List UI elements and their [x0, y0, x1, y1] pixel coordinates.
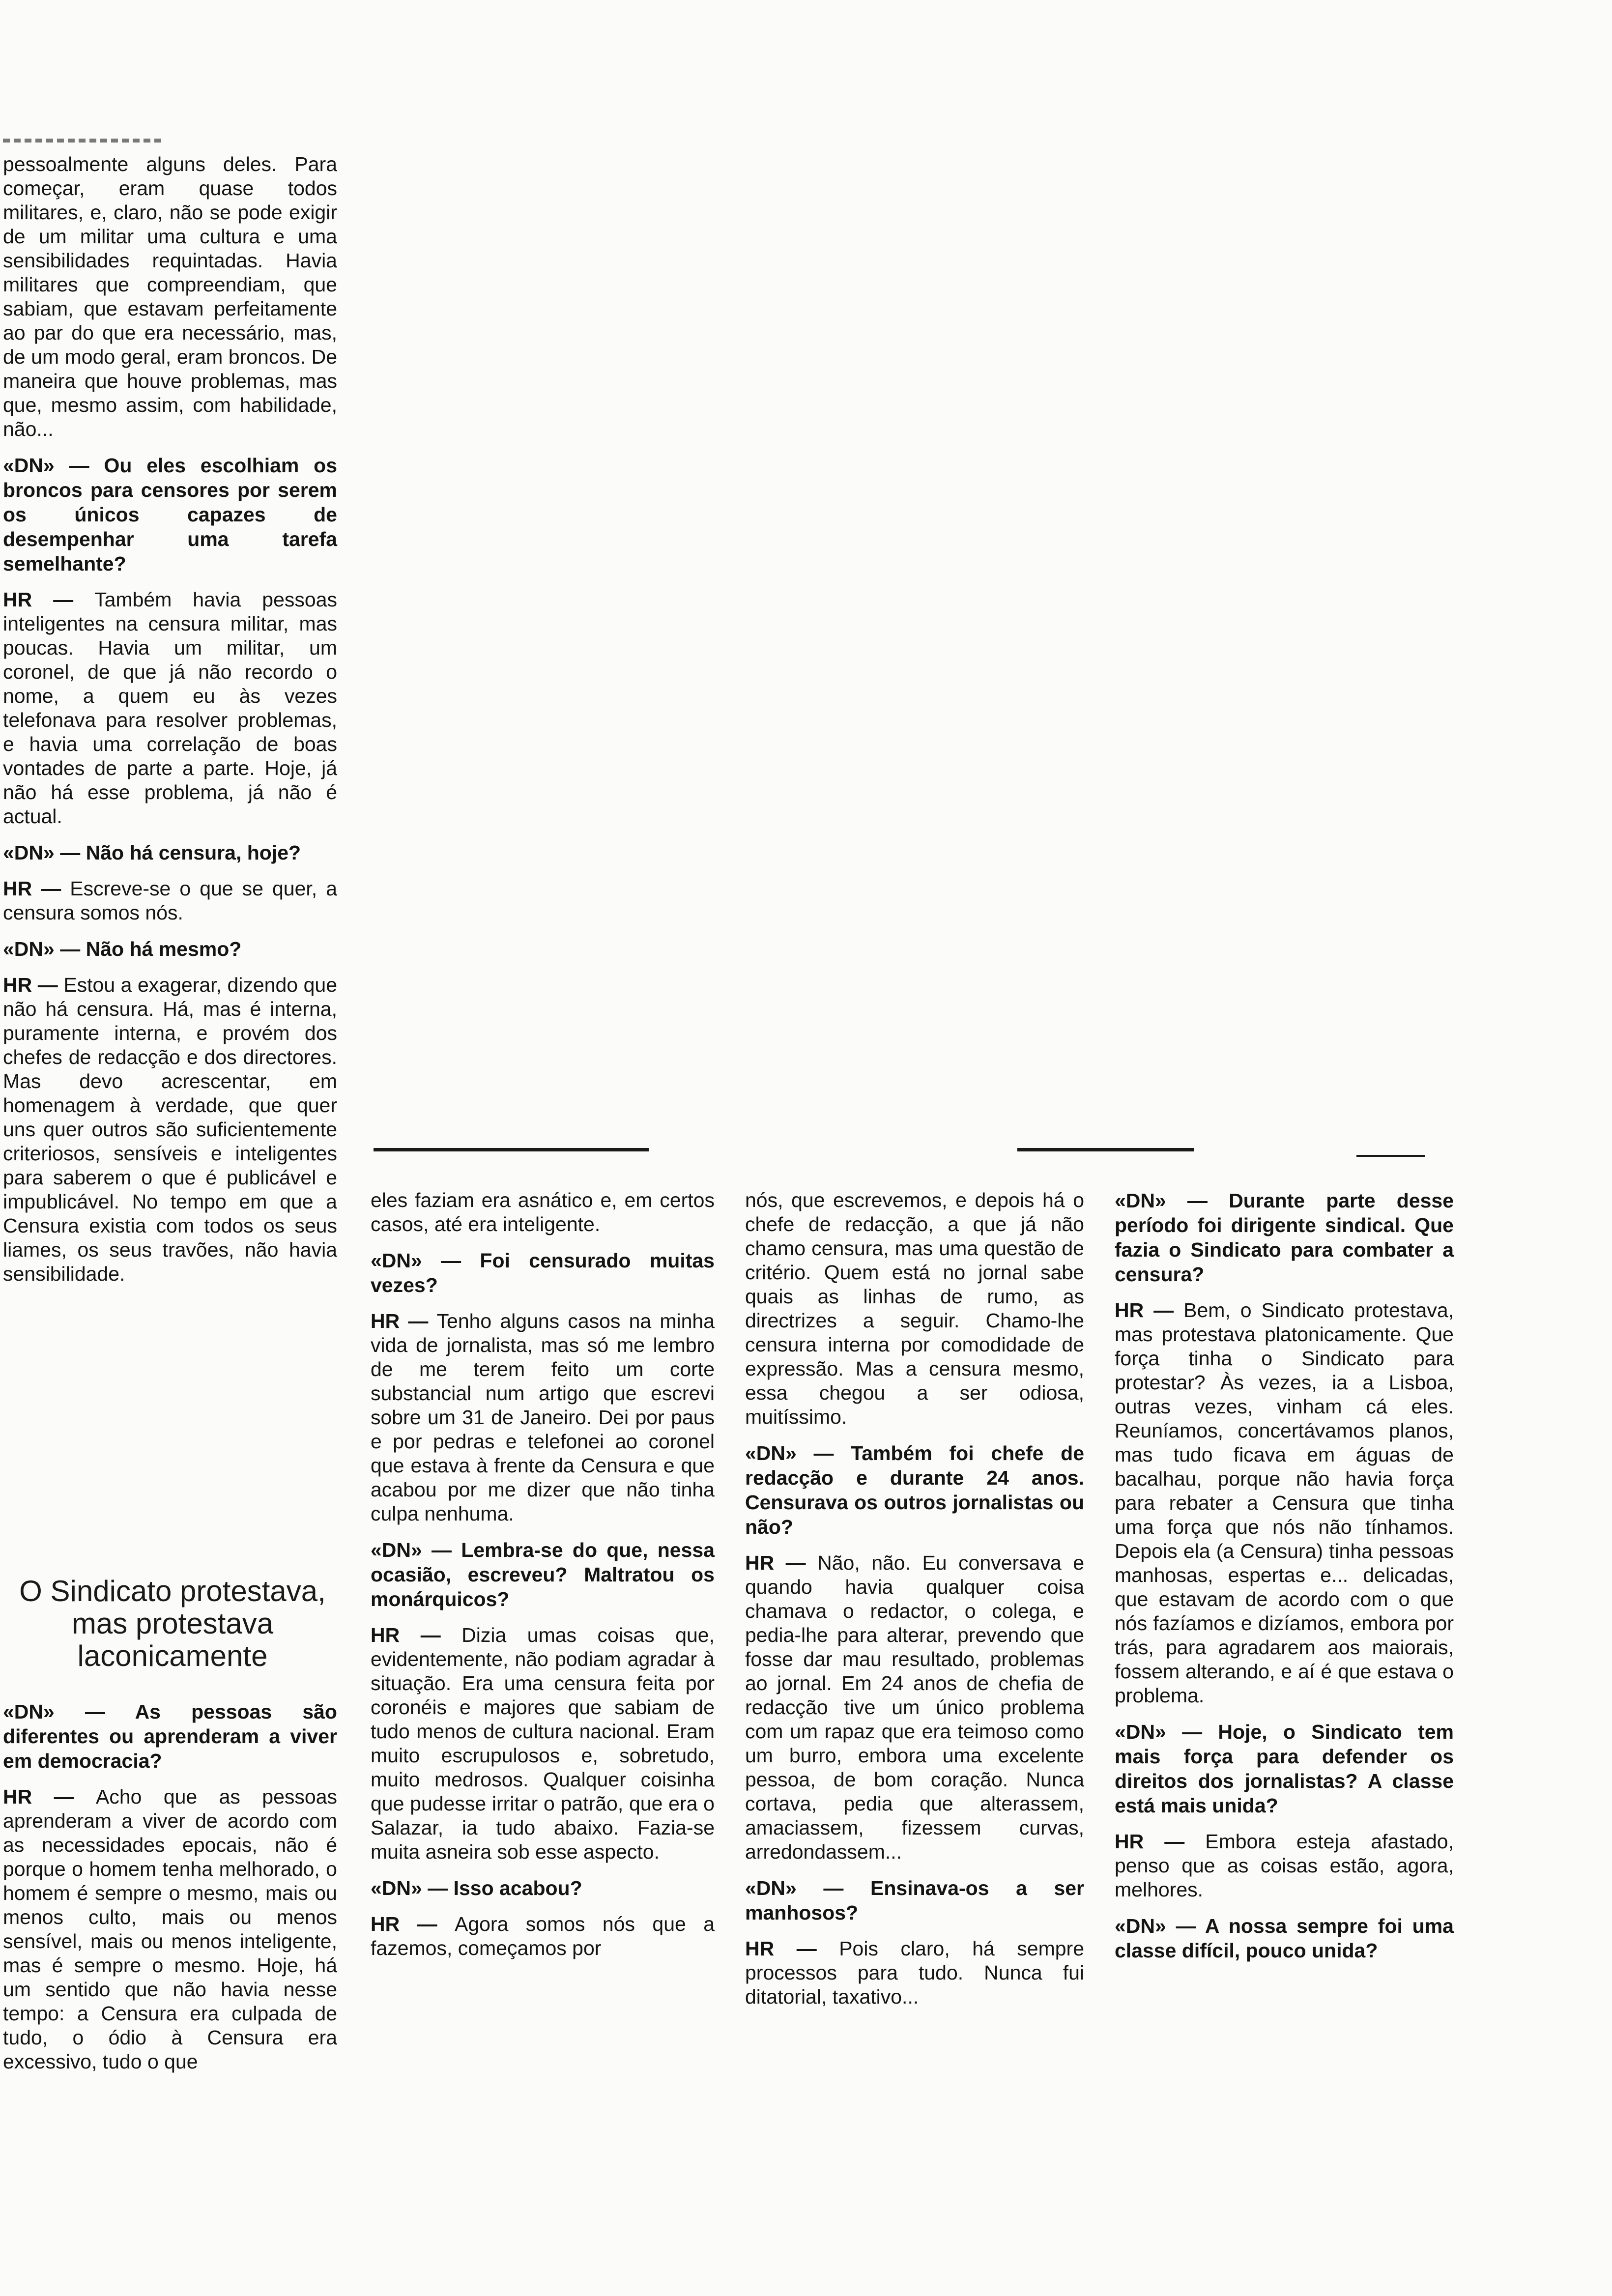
interview-question	[1115, 1914, 1454, 1963]
paragraph-text: pessoalmente alguns deles. Para começar, eram quase todos militares, e, claro, não se pode exigir de um militar uma cultura e uma sensibilidades requintadas. Havia militares que compreendiam, que sabiam, que estavam perfeitamente ao par do que era necessário, mas, de um modo geral, eram broncos. De maneira que houve problemas, mas que, mesmo assim, com habilidade, não...	[3, 153, 337, 440]
speaker-tag: «DN» —	[371, 1539, 461, 1561]
speaker-tag: «DN» —	[371, 1249, 480, 1272]
speaker-tag: HR —	[745, 1551, 818, 1574]
column-rule	[1356, 1155, 1425, 1157]
speaker-tag: HR —	[745, 1937, 839, 1960]
paragraph-text: Isso acabou?	[453, 1877, 582, 1899]
speaker-tag: HR —	[3, 588, 95, 611]
interview-answer	[371, 1623, 715, 1864]
speaker-tag: HR —	[3, 974, 64, 996]
speaker-tag: HR —	[1115, 1299, 1184, 1321]
interview-answer	[3, 152, 337, 441]
column-4	[1115, 1188, 1454, 1975]
interview-question	[1115, 1720, 1454, 1818]
paragraph-text: Não, não. Eu conversava e quando havia qualquer coisa chamava o redactor, o colega, e pedia-lhe para alterar, prevendo que fosse dar mau resultado, problemas ao jornal. Em 24 anos de chefia de redacção tive um único problema com um rapaz que era teimoso como um burro, embora uma excelente pessoa, de bom coração. Nunca cortava, pedia que alterassem, amaciassem, fizessem curvas, arredondassem...	[745, 1551, 1084, 1863]
paragraph-text: eles faziam era asnático e, em certos casos, até era inteligente.	[371, 1189, 715, 1235]
interview-answer	[3, 973, 337, 1286]
paragraph-text: nós, que escrevemos, e depois há o chefe de redacção, a que já não chamo censura, mas uma questão de critério. Quem está no jornal sabe quais as linhas de rumo, as directrizes a seguir. Chamo-lhe censura interna por comodidade de expressão. Mas a censura mesmo, essa chegou a ser odiosa, muitíssimo.	[745, 1189, 1084, 1428]
speaker-tag: HR —	[1115, 1830, 1206, 1853]
interview-answer	[3, 1785, 337, 2074]
interview-answer	[371, 1912, 715, 1960]
speaker-tag: «DN» —	[745, 1442, 851, 1464]
speaker-tag: HR —	[371, 1310, 437, 1332]
interview-question	[745, 1441, 1084, 1539]
paragraph-text: Ou eles escolhiam os broncos para censores por serem os únicos capazes de desempenhar uma tarefa semelhante?	[3, 454, 337, 575]
interview-question	[371, 1876, 715, 1900]
paragraph-text: Não há mesmo?	[86, 938, 242, 960]
speaker-tag: «DN» —	[745, 1877, 870, 1899]
column-1	[3, 152, 337, 1298]
speaker-tag: «DN» —	[3, 841, 86, 864]
paragraph-text: Não há censura, hoje?	[86, 841, 301, 864]
speaker-tag: HR —	[3, 877, 70, 900]
paragraph-text: Tenho alguns casos na minha vida de jornalista, mas só me lembro de me terem feito um corte substancial num artigo que escrevi sobre um 31 de Janeiro. Dei por paus e por pedras e telefonei ao coronel que estava à frente da Censura e que acabou por me dizer que não tinha culpa nenhuma.	[371, 1310, 715, 1525]
paragraph-text: Agora somos nós que a fazemos, começamos por	[371, 1913, 715, 1959]
paragraph-text: Foi censurado muitas vezes?	[371, 1249, 715, 1296]
paragraph-text: Embora esteja afastado, penso que as coisas estão, agora, melhores.	[1115, 1830, 1454, 1901]
paragraph-text: A nossa sempre foi uma classe difícil, pouco unida?	[1115, 1915, 1454, 1962]
paragraph-text: Hoje, o Sindicato tem mais força para defender os direitos dos jornalistas? A classe está mais unida?	[1115, 1721, 1454, 1817]
paragraph-text: Acho que as pessoas aprenderam a viver de acordo com as necessidades epocais, não é porque o homem tenha melhorado, o homem é sempre o mesmo, mais ou menos culto, mais ou menos sensível, mais ou menos inteligente, mas é sempre o mesmo. Hoje, há um sentido que não havia nesse tempo: a Censura era culpada de tudo, o ódio à Censura era excessivo, tudo o que	[3, 1785, 337, 2073]
interview-question	[371, 1248, 715, 1297]
paragraph-text: Ensinava-os a ser manhosos?	[745, 1877, 1085, 1924]
interview-question	[3, 453, 337, 576]
interview-answer	[1115, 1298, 1454, 1708]
interview-answer	[371, 1309, 715, 1526]
speaker-tag: «DN» —	[1115, 1189, 1229, 1212]
paragraph-text: Lembra-se do que, nessa ocasião, escreveu? Maltratou os monárquicos?	[371, 1539, 715, 1610]
column-2	[371, 1188, 715, 1972]
interview-answer	[1115, 1830, 1454, 1902]
torn-top-line	[3, 139, 165, 143]
speaker-tag: «DN» —	[371, 1877, 454, 1899]
paragraph-text: Dizia umas coisas que, evidentemente, não podiam agradar à situação. Era uma censura feita por coronéis e majores que sabiam de tudo menos de cultura nacional. Eram muito escrupulosos e, sobretudo, muito medrosos. Qualquer coisinha que pudesse irritar o patrão, que era o Salazar, ia tudo abaixo. Fazia-se muita asneira sob esse aspecto.	[371, 1624, 715, 1863]
interview-answer	[745, 1551, 1084, 1864]
interview-question	[1115, 1188, 1454, 1287]
interview-answer	[3, 877, 337, 925]
paragraph-text: Bem, o Sindicato protestava, mas protestava platonicamente. Que força tinha o Sindicato para protestar? Às vezes, ia a Lisboa, outras vezes, vinham cá eles. Reuníamos, concertávamos planos, mas tudo ficava em águas de bacalhau, porque não havia força para rebater a Censura que tinha uma força que nós não tínhamos. Depois ela (a Censura) tinha pessoas manhosas, espertas e... delicadas, que estavam de acordo com o que nós fazíamos e dizíamos, embora por trás, para agradarem aos maiorais, fossem alterando, e aí é que estava o problema.	[1115, 1299, 1454, 1707]
paragraph-text: Escreve-se o que se quer, a censura somos nós.	[3, 877, 337, 924]
paragraph-text: Estou a exagerar, dizendo que não há censura. Há, mas é interna, puramente interna, e provém dos chefes de redacção e dos directores. Mas devo acrescentar, em homenagem à verdade, que quer uns quer outros são suficientemente criteriosos, sensíveis e inteligentes para saberem o que é publicável e impublicável. No tempo em que a Censura existia com todos os seus liames, os seus travões, não havia sensibilidade.	[3, 974, 338, 1285]
interview-answer	[3, 588, 337, 829]
speaker-tag: «DN» —	[1115, 1915, 1205, 1937]
speaker-tag: «DN» —	[3, 938, 86, 960]
interview-answer	[371, 1188, 715, 1236]
speaker-tag: «DN» —	[3, 454, 104, 477]
interview-question	[3, 937, 337, 961]
column-3	[745, 1188, 1084, 2021]
speaker-tag: HR —	[3, 1785, 96, 1808]
paragraph-text: Também foi chefe de redacção e durante 24 anos. Censurava os outros jornalistas ou não?	[745, 1442, 1084, 1538]
speaker-tag: «DN» —	[1115, 1721, 1218, 1743]
speaker-tag: HR —	[371, 1624, 462, 1646]
section-subheading: O Sindicato protestava, mas protestava laconicamente	[19, 1575, 326, 1672]
speaker-tag: «DN» —	[3, 1700, 135, 1723]
interview-question	[3, 1699, 337, 1773]
interview-question	[3, 840, 337, 865]
interview-question	[371, 1538, 715, 1611]
interview-answer	[745, 1188, 1084, 1429]
paragraph-text: As pessoas são diferentes ou aprenderam a viver em democracia?	[3, 1700, 337, 1772]
column-1-continued	[3, 1699, 337, 2086]
paragraph-text: Também havia pessoas inteligentes na censura militar, mas poucas. Havia um militar, um coronel, de que já não recordo o nome, a quem eu às vezes telefonava para resolver problemas, e havia uma correlação de boas vontades de parte a parte. Hoje, já não há esse problema, já não é actual.	[3, 588, 337, 828]
interview-question	[745, 1876, 1084, 1925]
paragraph-text: Pois claro, há sempre processos para tudo. Nunca fui ditatorial, taxativo...	[745, 1937, 1085, 2008]
column-rule	[374, 1148, 649, 1151]
paragraph-text: Durante parte desse período foi dirigente sindical. Que fazia o Sindicato para combater a censura?	[1115, 1189, 1454, 1286]
interview-answer	[745, 1937, 1084, 2009]
column-rule	[1017, 1148, 1194, 1151]
speaker-tag: HR —	[371, 1913, 455, 1935]
